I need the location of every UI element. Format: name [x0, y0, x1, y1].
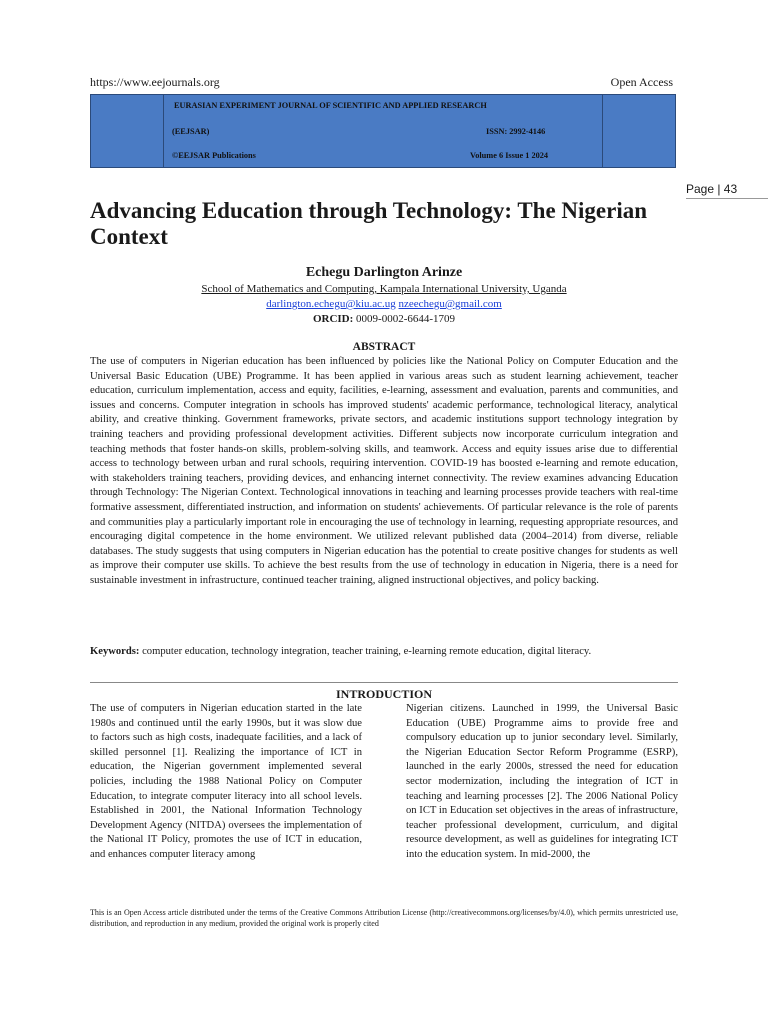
email-link-kiu[interactable]: darlington.echegu@kiu.ac.ug — [266, 298, 396, 310]
author-emails — [90, 298, 678, 310]
section-divider — [90, 682, 678, 683]
keywords-label: Keywords: — [90, 646, 140, 657]
orcid-line — [90, 313, 678, 325]
journal-publisher: ©EEJSAR Publications — [172, 151, 256, 160]
paper-title: Advancing Education through Technology: The Nigerian Context — [90, 198, 648, 249]
page-number: Page | 43 — [686, 182, 738, 196]
introduction-left-column: The use of computers in Nigerian education started in the late 1980s and continued until the early 1990s, but it was slow due to factors such as high costs, inadequate facilities, and a lack of skilled personnel [1]. Realizing the importance of ICT in education, the Nigerian government implemented several policies, including the 1988 National Policy on Computer Education, to integrate computer literacy into all school levels. Established in 2001, the National Information Technology Development Agency (NITDA) oversees the implementation of the National IT Policy, promotes the use of ICT in education, and enhances computer literacy among — [90, 703, 362, 860]
journal-name: EURASIAN EXPERIMENT JOURNAL OF SCIENTIFIC AND APPLIED RESEARCH — [174, 101, 487, 110]
introduction-right-column: Nigerian citizens. Launched in 1999, the Universal Basic Education (UBE) Programme aims to provide free and compulsory education up to junior secondary level. Similarly, the Nigerian Education Sector Reform Programme (ESRP), launched in the early 2000s, stressed the need for education sector modernization, including the integration of ICT in teaching and learning processes [2]. The 2006 National Policy on ICT in Education set objectives in the areas of infrastructure, teacher professional development, curriculum, and digital resource development, as well as guidelines for integrating ICT into the education system. In mid-2000, the — [406, 703, 678, 860]
journal-header-banner — [90, 94, 676, 168]
journal-abbrev: (EEJSAR) — [172, 127, 210, 136]
page-number-rule — [686, 198, 768, 199]
open-access-label: Open Access — [610, 75, 673, 89]
abstract-text: The use of computers in Nigerian education has been influenced by policies like the National Policy on Computer Education and the Universal Basic Education (UBE) Programme. It has been applied in various areas such as student learning achievement, teacher education, curriculum implementation, access and equity, facilities, e-learning, assessment and evaluation, parents and communities, and issues and concerns. Computer integration in schools has improved students' academic performance, technological literacy, analytical ability, and creative thinking. Government frameworks, private sectors, and academic institutions support technology integration by training teachers and providing professional development activities. Different subjects now incorporate curriculum integration and teaching methods that foster hands-on skills, problem-solving skills, and teamwork. Access and equity issues arise due to differential access to technology between urban and rural schools, requiring intervention. COVID-19 has boosted e-learning and remote education, with stakeholders training teachers, providing devices, and enhancing internet connectivity. The review examines advancing Education through Technology: The Nigerian Context. Technological innovations in teaching and learning processes provide teachers with real-time formative assessment, differentiated instruction, and information on students' achievements. Of particular relevance is the role of parents and communities play a particularly important role in encouraging the use of technology in learning, requesting appropriate resources, and encouraging digital competence in the home environment. We utilized relevant published data (2004–2014) from diverse, reliable databases. The study suggests that using computers in Nigerian education has the potential to create positive changes for students as well as improve their computer use skills. To achieve the best results from the use of technology in education in Nigeria, there is a need for sustainable investment in infrastructure, continued teacher training, aligned instructional objectives, and policy backing. — [90, 356, 678, 586]
email-link-gmail[interactable]: nzeechegu@gmail.com — [398, 298, 502, 310]
keywords-text: computer education, technology integration, teacher training, e-learning remote education, digital literacy. — [139, 646, 592, 657]
orcid-value: 0009-0002-6644-1709 — [356, 313, 456, 325]
journal-volume: Volume 6 Issue 1 2024 — [470, 151, 549, 160]
journal-url[interactable]: https://www.eejournals.org — [90, 75, 220, 89]
introduction-heading: INTRODUCTION — [335, 687, 432, 701]
journal-issn: ISSN: 2992-4146 — [486, 127, 546, 136]
orcid-label: ORCID: — [312, 313, 354, 325]
author-name: Echegu Darlington Arinze — [305, 265, 463, 280]
abstract-heading: ABSTRACT — [352, 341, 416, 353]
license-footer: This is an Open Access article distributed under the terms of the Creative Commons Attribution License (http://creativecommons.org/licenses/by/4.0), which permits unrestricted use, distribution, and reproduction in any medium, provided the original work is properly cited — [90, 908, 678, 928]
keywords — [90, 645, 678, 660]
header-right-block — [602, 95, 675, 167]
header-center-block — [164, 95, 602, 167]
header-left-block — [91, 95, 164, 167]
author-affiliation: School of Mathematics and Computing, Kampala International University, Uganda — [201, 283, 567, 295]
